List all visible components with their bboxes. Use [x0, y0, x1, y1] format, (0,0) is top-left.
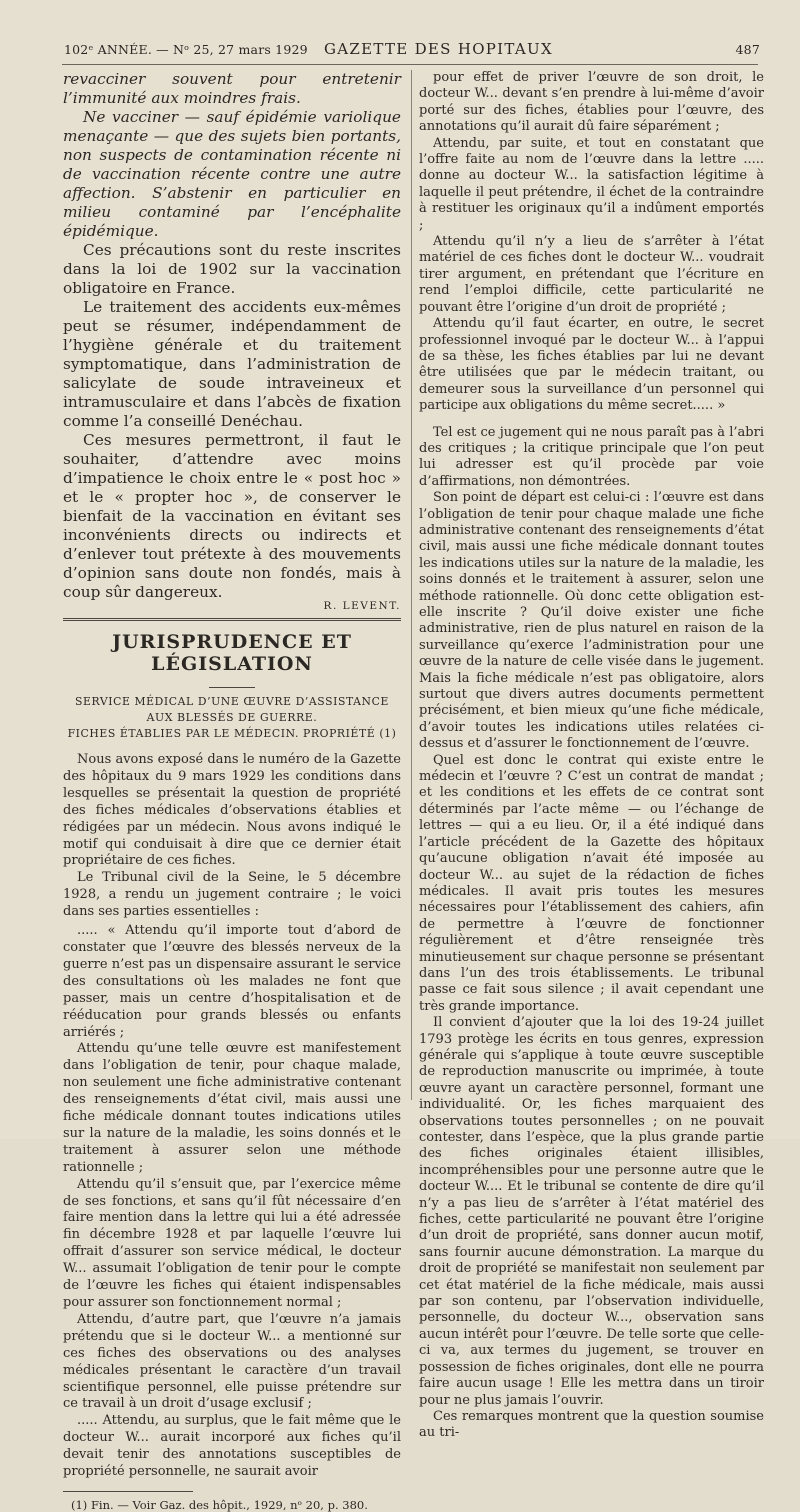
paragraph: Ne vacciner — sauf épidémie variolique menaçante — que des sujets bien portants, non suspects de contamination récente ni de vaccination récente contre une autre affection. S’abstenir en particulier en milieu contaminé par l’encéphalite épidémique. [63, 108, 401, 240]
page-number: 487 [735, 42, 760, 57]
paragraph: Ces précautions sont du reste inscrites dans la loi de 1902 sur la vaccination obligatoire en France. [63, 241, 401, 297]
subhead-line: AUX BLESSÉS DE GUERRE. [146, 711, 318, 724]
author-signature: R. LEVENT. [323, 600, 401, 612]
footnote-rule [63, 1491, 193, 1492]
article-conclusion [63, 70, 401, 602]
paragraph: Attendu qu’il faut écarter, en outre, le secret professionnel invoqué par le docteur W... à l’appui de sa thèse, les fiches établies par lui ne devant être utilisées que par le médecin traitant, ou demeurer sous la surveillance d’un personnel qui participe aux obligations du même secret..... » [419, 316, 764, 414]
left-column [63, 70, 401, 1512]
paragraph: Attendu qu’il s’ensuit que, par l’exercice même de ses fonctions, et sans qu’il fût nécessaire d’en faire mention dans la lettre qui lui a été adressée fin décembre 1928 et par laquelle l’œuvre lui offrait d’assurer son service médical, le docteur W... assumait l’obligation de tenir pour le compte de l’œuvre les fiches qui étaient indispensables pour assurer son fonctionnement normal ; [63, 1176, 401, 1310]
section-title: JURISPRUDENCE ET LÉGISLATION [112, 631, 352, 675]
paragraph: Attendu, d’autre part, que l’œuvre n’a jamais prétendu que si le docteur W... a mentionné sur ces fiches des observations ou des analyses médicales présentant le caractère d’un travail scientifique personnel, elle puisse prétendre sur ce travail à un droit d’usage exclusif ; [63, 1311, 401, 1412]
subhead-line: SERVICE MÉDICAL D’UNE ŒUVRE D’ASSISTANCE [75, 695, 389, 708]
paragraph: Ces mesures permettront, il faut le souhaiter, d’attendre avec moins d’impatience le choix entre le « post hoc » et le « propter hoc », de conserver le bienfait de la vaccination en évitant ses inconvénients directs ou indirects et d’enlever tout prétexte à des mouvements d’opinion sans doute non fondés, mais à coup sûr dangereux. [63, 431, 401, 601]
running-header [64, 38, 760, 62]
paragraph: ..... « Attendu qu’il importe tout d’abord de constater que l’œuvre des blessés nerveux de la guerre n’est pas un dispensaire assurant le service des consultations où les malades ne font que passer, mais un centre d’hospitalisation et de rééducation pour grands blessés ou enfants arriérés ; [63, 923, 401, 1040]
paragraph: revacciner souvent pour entretenir l’immunité aux moindres frais. [63, 70, 401, 107]
issue-line: 102ᵉ ANNÉE. — Nᵒ 25, 27 mars 1929 [64, 42, 308, 57]
column-divider [411, 70, 412, 1100]
right-column [419, 70, 764, 1442]
paragraph: ..... Attendu, au surplus, que le fait même que le docteur W... aurait incorporé aux fiches qu’il devait tenir des annotations susceptibles de propriété personnelle, ne saurait avoir [63, 1413, 401, 1480]
paragraph: Il convient d’ajouter que la loi des 19-24 juillet 1793 protège les écrits en tous genres, expression générale qui s’applique à toute œuvre susceptible de reproduction manuscrite ou imprimée, à toute œuvre ayant un caractère personnel, formant une individualité. Or, les fiches marquaient des observations toutes personnelles ; on ne pouvait contester, dans l’espèce, que la plus grande partie des fiches originales étaient illisibles, incompréhensibles pour une personne autre que le docteur W.... Et le tribunal se contente de dire qu’il n’y a pas lieu de s’arrêter à l’état matériel des fiches, cette particularité ne pouvant être l’origine d’un droit de propriété, sans donner aucun motif, sans fournir aucune démonstration. La marque du droit de propriété se manifestait non seulement par cet état matériel de la fiche médicale, mais aussi par son contenu, par l’observation individuelle, personnelle, du docteur W..., observation sans aucun intérêt pour l’œuvre. De telle sorte que celle-ci va, aux termes du jugement, se trouver en possession de fiches originales, dont elle ne pourra faire aucun usage ! Elle les mettra dans un tiroir pour ne plus jamais l’ouvrir. [419, 1015, 764, 1408]
short-rule [209, 687, 255, 688]
article-subheading [63, 694, 401, 742]
paragraph: pour effet de priver l’œuvre de son droit, le docteur W... devant s’en prendre à lui-même d’avoir porté sur des fiches, établies pour l’œuvre, des annotations qu’il aurait dû faire séparément ; [419, 70, 764, 135]
paragraph: Le Tribunal civil de la Seine, le 5 décembre 1928, a rendu un jugement contraire ; le voici dans ses parties essentielles : [63, 870, 401, 920]
paragraph: Attendu, par suite, et tout en constatant que l’offre faite au nom de l’œuvre dans la lettre ..... donne au docteur W... la satisfaction légitime à laquelle il peut prétendre, il échet de la contraindre à restituer les originaux qu’il a indûment emportés ; [419, 135, 764, 233]
footnote: (1) Fin. — Voir Gaz. des hôpit., 1929, nᵒ 20, p. 380. [71, 1497, 368, 1512]
paragraph: Nous avons exposé dans le numéro de la Gazette des hôpitaux du 9 mars 1929 les conditions dans lesquelles se présentait la question de propriété des fiches médicales d’observations établies et rédigées par un médecin. Nous avons indiqué le motif qui conduisait à dire que ce dernier était propriétaire de ces fiches. [63, 752, 401, 869]
paragraph-gap [419, 415, 764, 425]
paragraph: Tel est ce jugement qui ne nous paraît pas à l’abri des critiques ; la critique principale que l’on peut lui adresser est qu’il procède par voie d’affirmations, non démontrées. [419, 424, 764, 489]
article-body [63, 752, 401, 1481]
journal-title: GAZETTE DES HOPITAUX [324, 40, 553, 58]
paragraph: Quel est donc le contrat qui existe entre le médecin et l’œuvre ? C’est un contrat de mandat ; et les conditions et les effets de ce contrat sont déterminés par l’acte même — ou l’échange de lettres — qui a eu lieu. Or, il a été indiqué dans l’article précédent de la Gazette des hôpitaux qu’aucune obligation n’avait été imposée au docteur W... au sujet de la rédaction de fiches médicales. Il avait pris toutes les mesures nécessaires pour l’établissement des cahiers, afin de permettre à l’œuvre de fonctionner régulièrement et d’être renseignée très minutieusement sur chaque personne se présentant dans l’un des trois établissements. Le tribunal passe ce fait sous silence ; il avait cependant une très grande importance. [419, 752, 764, 1014]
section-rule [63, 618, 401, 621]
paragraph: Attendu qu’il n’y a lieu de s’arrêter à l’état matériel de ces fiches dont le docteur W... voudrait tirer argument, en prétendant que l’écriture en rend l’emploi difficile, cette particularité ne pouvant être l’origine d’un droit de propriété ; [419, 234, 764, 315]
header-rule [62, 64, 758, 65]
paragraph: Attendu qu’une telle œuvre est manifestement dans l’obligation de tenir, pour chaque malade, non seulement une fiche administrative contenant des renseignements d’état civil, mais aussi une fiche médicale donnant toutes indications utiles sur la nature de la maladie, les soins donnés et le traitement à assurer selon une méthode rationnelle ; [63, 1041, 401, 1175]
paragraph: Son point de départ est celui-ci : l’œuvre est dans l’obligation de tenir pour chaque malade une fiche administrative contenant des renseignements d’état civil, mais aussi une fiche médicale donnant toutes les indications utiles sur la nature de la maladie, les soins donnés et le traitement à assurer, selon une méthode rationnelle. Où donc cette obligation est-elle inscrite ? Qu’il doive exister une fiche administrative, rien de plus naturel en raison de la surveillance qu’exerce l’administration pour une œuvre de la nature de celle visée dans le jugement. Mais la fiche médicale n’est pas obligatoire, alors surtout que divers autres documents permettent précisément, et bien mieux qu’une fiche médicale, d’avoir toutes les indications utiles relatées ci-dessus et d’assurer le fonctionnement de l’œuvre. [419, 490, 764, 752]
subhead-line: FICHES ÉTABLIES PAR LE MÉDECIN. PROPRIÉTÉ (1) [67, 727, 397, 740]
paragraph: Le traitement des accidents eux-mêmes peut se résumer, indépendamment de l’hygiène générale et du traitement symptomatique, dans l’administration de salicylate de soude intraveineux et intramusculaire et dans l’abcès de fixation comme l’a conseillé Denéchau. [63, 298, 401, 430]
paragraph: Ces remarques montrent que la question soumise au tri- [419, 1408, 764, 1441]
